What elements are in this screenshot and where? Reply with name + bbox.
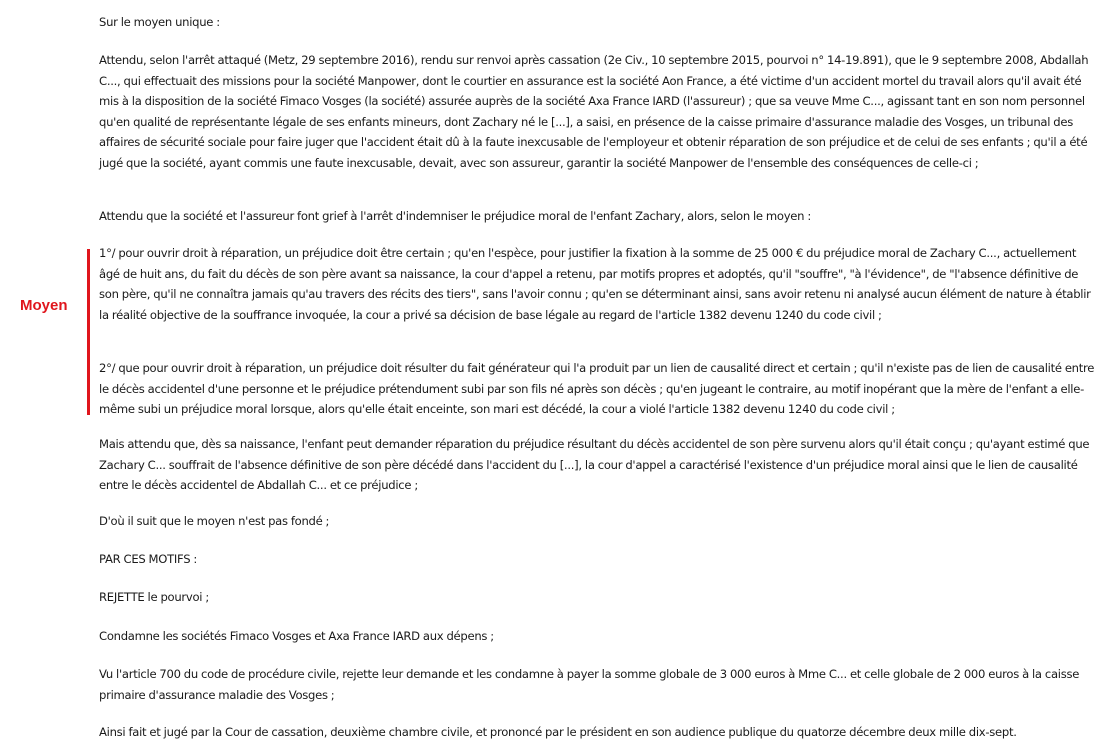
paragraph-par-ces-motifs: PAR CES MOTIFS : [99, 552, 198, 566]
paragraph-rejette: REJETTE le pourvoi ; [99, 590, 209, 604]
paragraph-ainsi-fait: Ainsi fait et jugé par la Cour de cassation, deuxième chambre civile, et prononcé par le président en son audience publique du quatorze décembre deux mille dix-sept. [99, 725, 1017, 739]
paragraph-condamne: Condamne les sociétés Fimaco Vosges et Axa France IARD aux dépens ; [99, 629, 494, 643]
paragraph-grief: Attendu que la société et l'assureur font grief à l'arrêt d'indemniser le préjudice moral de l'enfant Zachary, alors, selon le moyen : [99, 209, 811, 223]
paragraph-moyen-branch-2: 2°/ que pour ouvrir droit à réparation, un préjudice doit résulter du fait générateur qui l'a produit par un lien de causalité direct et certain ; qu'il n'existe pas de lien de causalité entre le décès accidentel d'une personne et le préjudice prétendument subi par son fils né après son décès ; qu'en jugeant le contraire, au motif inopérant que la mère de l'enfant a elle-même subi un préjudice moral lorsque, alors qu'elle était enceinte, son mari est décédé, la cour a violé l'article 1382 devenu 1240 du code civil ; [99, 361, 1095, 417]
paragraph-heading-moyen-unique: Sur le moyen unique : [99, 15, 220, 29]
moyen-annotation-bar [87, 249, 90, 415]
paragraph-article-700: Vu l'article 700 du code de procédure civile, rejette leur demande et les condamne à payer la somme globale de 3 000 euros à Mme C... et celle globale de 2 000 euros à la caisse primaire d'assurance maladie des Vosges ; [99, 667, 1080, 702]
paragraph-attendu-facts: Attendu, selon l'arrêt attaqué (Metz, 29 septembre 2016), rendu sur renvoi après cassation (2e Civ., 10 septembre 2015, pourvoi n° 14-19.891), que le 9 septembre 2008, Abdallah C..., qui effectuait des missions pour la société Manpower, dont le courtier en assurance est la société Aon France, a été victime d'un accident mortel du travail alors qu'il avait été mis à la disposition de la société Fimaco Vosges (la société) assurée auprès de la société Axa France IARD (l'assureur) ; que sa veuve Mme C..., agissant tant en son nom personnel qu'en qualité de représentante légale de ses enfants mineurs, dont Zachary né le [...], a saisi, en présence de la caisse primaire d'assurance maladie des Vosges, un tribunal des affaires de sécurité sociale pour faire juger que l'accident était dû à la faute inexcusable de l'employeur et obtenir réparation de son préjudice et de celui de ses enfants ; qu'il a été jugé que la société, ayant commis une faute inexcusable, devait, avec son assureur, garantir la société Manpower de l'ensemble des conséquences de celle-ci ; [99, 53, 1089, 170]
paragraph-moyen-branch-1: 1°/ pour ouvrir droit à réparation, un préjudice doit être certain ; qu'en l'espèce, pour justifier la fixation à la somme de 25 000 € du préjudice moral de Zachary C..., actuellement âgé de huit ans, du fait du décès de son père avant sa naissance, la cour d'appel a retenu, par motifs propres et adoptés, qu'il "souffre", "à l'évidence", de "l'absence définitive de son père, qu'il ne connaîtra jamais qu'au travers des récits des tiers", sans l'avoir connu ; qu'en se déterminant ainsi, sans avoir retenu ni analysé aucun élément de nature à établir la réalité objective de la souffrance invoquée, la cour a privé sa décision de base légale au regard de l'article 1382 devenu 1240 du code civil ; [99, 246, 1091, 322]
paragraph-non-fonde: D'où il suit que le moyen n'est pas fondé ; [99, 514, 330, 528]
moyen-annotation-label: Moyen [20, 297, 68, 314]
paragraph-mais-attendu: Mais attendu que, dès sa naissance, l'enfant peut demander réparation du préjudice résultant du décès accidentel de son père survenu alors qu'il était conçu ; qu'ayant estimé que Zachary C... souffrait de l'absence définitive de son père décédé dans l'accident du [...], la cour d'appel a caractérisé l'existence d'un préjudice moral ainsi que le lien de causalité entre le décès accidentel de Abdallah C... et ce préjudice ; [99, 437, 1090, 493]
